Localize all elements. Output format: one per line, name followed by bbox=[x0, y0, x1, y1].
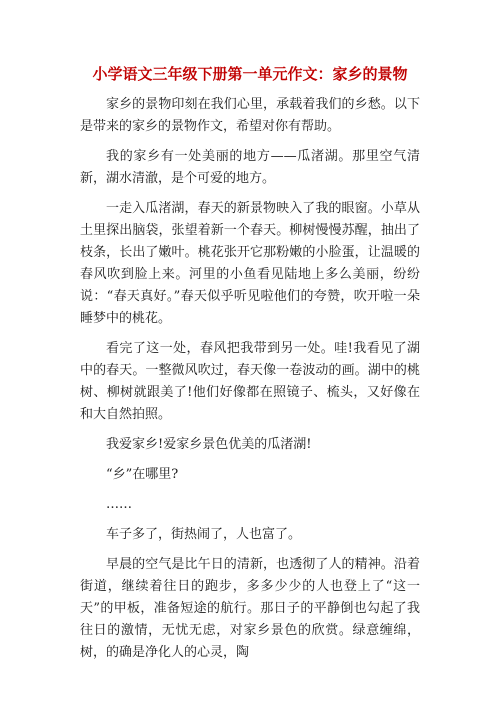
paragraph: 我的家乡有一处美丽的地方——瓜渚湖。那里空气清新，湖水清澈，是个可爱的地方。 bbox=[80, 149, 420, 186]
paragraph: 我爱家乡!爱家乡景色优美的瓜渚湖! bbox=[106, 437, 312, 452]
paragraph: 早晨的空气是比午日的清新，也透彻了人的精神。沿着街道，继续着往日的跑步，多多少少的人也登上了“这一天”的甲板，准备短途的航行。那日子的平静倒也勾起了我往日的激情，无忧无虑，对家乡景色的欣赏。绿意缠绵，树，的确是净化人的心灵，陶 bbox=[80, 557, 420, 660]
paragraph: …… bbox=[106, 497, 132, 512]
paragraph: 家乡的景物印刻在我们心里，承载着我们的乡愁。以下是带来的家乡的景物作文，希望对你有帮助。 bbox=[80, 97, 420, 134]
paragraph: 一走入瓜渚湖，春天的新景物映入了我的眼窗。小草从土里探出脑袋，张望着新一个春天。柳树慢慢苏醒，抽出了枝条，长出了嫩叶。桃花张开它那粉嫩的小脸蛋，让温暖的春风吹到脸上来。河里的小鱼看见陆地上多么美丽，纷纷说：“春天真好。”春天似乎听见啦他们的夸赞，吹开啦一朵睡梦中的桃花。 bbox=[80, 201, 420, 326]
article-body bbox=[80, 94, 420, 672]
paragraph: 车子多了，街热闹了，人也富了。 bbox=[106, 527, 302, 542]
paragraph: 看完了这一处，春风把我带到另一处。哇!我看见了湖中的春天。一整微风吹过，春天像一卷波动的画。湖中的桃树、柳树就跟美了!他们好像都在照镜子、梳头，又好像在和大自然拍照。 bbox=[80, 341, 420, 422]
page-title: 小学语文三年级下册第一单元作文：家乡的景物 bbox=[92, 65, 408, 83]
paragraph: “乡”在哪里? bbox=[106, 467, 179, 482]
